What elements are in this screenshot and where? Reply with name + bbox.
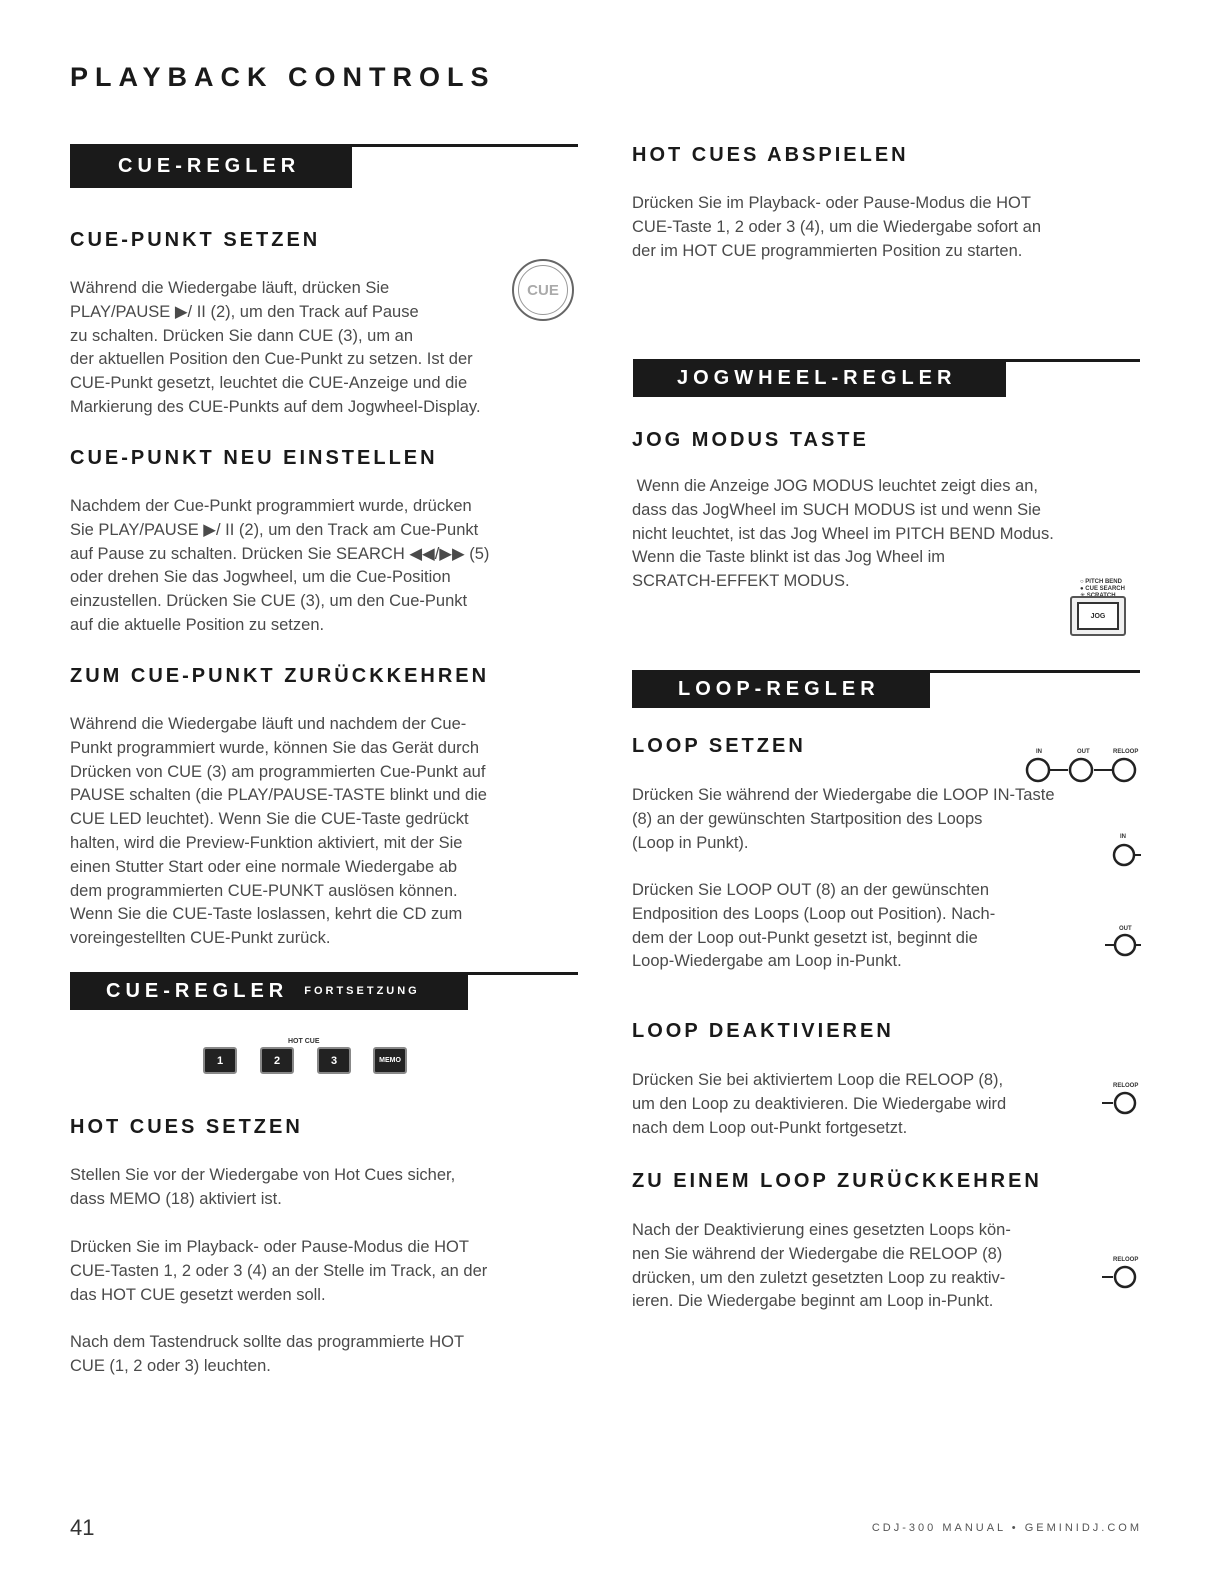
text-line: Wenn Sie die CUE-Taste loslassen, kehrt die CD zum (70, 905, 463, 924)
cue-button-label: CUE (518, 265, 568, 315)
text-line: oder drehen Sie das Jogwheel, um die Cue-Position (70, 568, 451, 587)
hot-cue-button-label: 2 (273, 1054, 281, 1067)
hot-cue-button-label: 3 (330, 1054, 338, 1067)
reloop-circle-icon (1113, 759, 1135, 781)
section-header-jogwheel-regler (633, 359, 1140, 397)
paragraph-hot-cues-setzen-1 (70, 1164, 585, 1212)
reloop-button-label: RELOOP (1113, 1083, 1139, 1089)
out-button-label: OUT (1119, 926, 1132, 932)
text-line: Loop-Wiedergabe am Loop in-Punkt. (632, 952, 902, 971)
text-line: Nachdem der Cue-Punkt programmiert wurde, drücken (70, 497, 472, 515)
text-line: Nach dem Tastendruck sollte das programmierte HOT (70, 1333, 465, 1351)
text-line: nach dem Loop out-Punkt fortgesetzt. (632, 1118, 908, 1137)
hot-cue-panel-title: HOT CUE (288, 1038, 320, 1045)
loop-out-label: OUT (1077, 749, 1090, 755)
text-line: ieren. Die Wiedergabe beginnt am Loop in-Punkt. (632, 1292, 994, 1311)
heading-loop-deaktivieren: LOOP DEAKTIVIEREN (632, 1020, 894, 1042)
text-line: CUE-Taste 1, 2 oder 3 (4), um die Wiedergabe sofort an (632, 217, 1042, 236)
text-line: CUE-Punkt gesetzt, leuchtet die CUE-Anzeige und die (70, 374, 468, 393)
heading-zum-cue-punkt-zurueckkehren: ZUM CUE-PUNKT ZURÜCKKEHREN (70, 665, 490, 687)
heading-cue-punkt-setzen: CUE-PUNKT SETZEN (70, 229, 321, 251)
text-line: Wenn die Anzeige JOG MODUS leuchtet zeigt dies an, (632, 477, 1038, 495)
memo-button-label: MEMO (379, 1057, 401, 1064)
reloop-button-icon (1101, 1090, 1141, 1116)
text-line: CUE (1, 2 oder 3) leuchten. (70, 1356, 271, 1375)
paragraph-hot-cues-setzen-3 (70, 1331, 585, 1379)
page-number: 41 (70, 1515, 95, 1540)
text-line: Während die Wiedergabe läuft und nachdem der Cue- (70, 715, 467, 733)
text-line: Markierung des CUE-Punkts auf dem Jogwheel-Display. (70, 397, 481, 416)
text-line: Drücken Sie während der Wiedergabe die LOOP IN-Taste (632, 786, 1055, 804)
section-label-suffix: FORTSETZUNG (304, 985, 420, 997)
paragraph-zum-cue-punkt-zurueckkehren (70, 713, 585, 951)
section-header-cue-regler-fortsetzung (70, 972, 578, 1010)
paragraph-cue-punkt-setzen (70, 277, 575, 420)
text-line: dem der Loop out-Punkt gesetzt ist, beginnt die (632, 928, 978, 947)
text-line: dem programmierten CUE-PUNKT auslösen können. (70, 881, 458, 900)
paragraph-loop-deaktivieren (632, 1069, 1102, 1140)
text-line: voreingestellten CUE-Punkt zurück. (70, 929, 331, 948)
text-line: Drücken Sie bei aktiviertem Loop die RELOOP (8), (632, 1071, 1004, 1089)
hot-cue-button-label: 1 (216, 1054, 224, 1067)
heading-cue-punkt-neu-einstellen: CUE-PUNKT NEU EINSTELLEN (70, 447, 438, 469)
text-line: (Loop in Punkt). (632, 833, 749, 852)
text-line: Endposition des Loops (Loop out Position). Nach- (632, 904, 996, 923)
text-line: Drücken Sie LOOP OUT (8) an der gewünschten (632, 881, 990, 899)
text-line: drücken, um den zuletzt gesetzten Loop zu reaktiv- (632, 1268, 1006, 1287)
text-line: (8) an der gewünschten Startposition des Loops (632, 809, 983, 828)
heading-hot-cues-abspielen: HOT CUES ABSPIELEN (632, 144, 909, 166)
loop-out-circle-icon (1070, 759, 1092, 781)
text-line: Während die Wiedergabe läuft, drücken Sie (70, 279, 390, 297)
reloop-button-label: RELOOP (1113, 1257, 1139, 1263)
jog-button-illustration (1070, 596, 1126, 636)
reloop-label: RELOOP (1113, 749, 1139, 755)
loop-out-button-icon (1104, 932, 1142, 958)
text-line: halten, wird die Preview-Funktion aktiviert, mit der Sie (70, 833, 463, 852)
hot-cue-button-2 (260, 1047, 294, 1074)
section-label-continued (70, 972, 468, 1010)
in-button-label: IN (1120, 834, 1126, 840)
text-line: Drücken von CUE (3) am programmierten Cue-Punkt auf (70, 762, 486, 781)
loop-in-label: IN (1036, 749, 1042, 755)
loop-in-circle-icon (1027, 759, 1049, 781)
section-header-cue-regler (70, 144, 578, 188)
paragraph-hot-cues-setzen-2 (70, 1236, 585, 1307)
text-line: dass MEMO (18) aktiviert ist. (70, 1189, 282, 1208)
cue-button-illustration (512, 259, 574, 321)
hot-cue-button-3 (317, 1047, 351, 1074)
text-line: PAUSE schalten (die PLAY/PAUSE-TASTE blinkt und die (70, 786, 487, 805)
paragraph-cue-punkt-neu-einstellen (70, 495, 575, 638)
heading-jog-modus-taste: JOG MODUS TASTE (632, 429, 869, 451)
loop-in-button-icon (1110, 842, 1142, 868)
text-line: auf Pause zu schalten. Drücken Sie SEARCH ◀◀/▶▶ (5) (70, 544, 490, 563)
reloop-button-icon (1101, 1264, 1141, 1290)
text-line: um den Loop zu deaktivieren. Die Wiedergabe wird (632, 1094, 1007, 1113)
paragraph-jog-modus-taste (632, 475, 1152, 594)
heading-hot-cues-setzen: HOT CUES SETZEN (70, 1116, 303, 1138)
text-line: zu schalten. Drücken Sie dann CUE (3), um an (70, 326, 413, 345)
text-line: einen Stutter Start oder eine normale Wiedergabe ab (70, 857, 458, 876)
text-line: dass das JogWheel im SUCH MODUS ist und wenn Sie (632, 500, 1041, 519)
footer-manual-label: CDJ-300 MANUAL • GEMINIDJ.COM (871, 1522, 1142, 1534)
section-header-loop-regler (632, 670, 1140, 708)
heading-loop-setzen: LOOP SETZEN (632, 735, 806, 757)
section-label: CUE-REGLER (70, 144, 352, 188)
legend-pitch-bend: ○ PITCH BEND (1080, 579, 1122, 585)
memo-button (373, 1047, 407, 1074)
section-label: CUE-REGLER (106, 979, 289, 1002)
text-line: SCRATCH-EFFEKT MODUS. (632, 572, 850, 591)
loop-buttons-diagram (1024, 756, 1140, 784)
text-line: PLAY/PAUSE ▶/ II (2), um den Track auf Pause (70, 302, 419, 321)
hot-cue-button-1 (203, 1047, 237, 1074)
heading-zu-einem-loop-zurueckkehren: ZU EINEM LOOP ZURÜCKKEHREN (632, 1170, 1042, 1192)
paragraph-loop-setzen-1 (632, 784, 1152, 855)
text-line: auf die aktuelle Position zu setzen. (70, 615, 325, 634)
legend-cue-search: ● CUE SEARCH (1080, 586, 1125, 592)
text-line: Drücken Sie im Playback- oder Pause-Modus die HOT (70, 1238, 469, 1256)
text-line: Stellen Sie vor der Wiedergabe von Hot Cues sicher, (70, 1166, 456, 1184)
text-line: CUE LED leuchtet). Wenn Sie die CUE-Taste gedrückt (70, 810, 469, 829)
text-line: Nach der Deaktivierung eines gesetzten Loops kön- (632, 1221, 1011, 1239)
page-title: PLAYBACK CONTROLS (70, 62, 496, 92)
text-line: Sie PLAY/PAUSE ▶/ II (2), um den Track am Cue-Punkt (70, 520, 479, 539)
text-line: nen Sie während der Wiedergabe die RELOOP (8) (632, 1244, 1003, 1263)
text-line: einzustellen. Drücken Sie CUE (3), um den Cue-Punkt (70, 592, 468, 611)
paragraph-loop-setzen-2 (632, 879, 1152, 974)
text-line: Punkt programmiert wurde, können Sie das Gerät durch (70, 738, 480, 757)
text-line: der aktuellen Position den Cue-Punkt zu setzen. Ist der (70, 350, 473, 369)
text-line: der im HOT CUE programmierten Position zu starten. (632, 241, 1023, 260)
text-line: das HOT CUE gesetzt werden soll. (70, 1285, 326, 1304)
section-label: JOGWHEEL-REGLER (633, 359, 1006, 397)
jog-button-label: JOG (1077, 602, 1119, 630)
paragraph-hot-cues-abspielen (632, 192, 1142, 263)
section-label: LOOP-REGLER (632, 670, 930, 708)
text-line: Drücken Sie im Playback- oder Pause-Modus die HOT (632, 194, 1031, 212)
text-line: Wenn die Taste blinkt ist das Jog Wheel im (632, 548, 946, 567)
paragraph-zu-einem-loop-zurueckkehren (632, 1219, 1102, 1314)
text-line: CUE-Tasten 1, 2 oder 3 (4) an der Stelle im Track, an der (70, 1261, 488, 1280)
text-line: nicht leuchtet, ist das Jog Wheel im PITCH BEND Modus. (632, 524, 1054, 543)
